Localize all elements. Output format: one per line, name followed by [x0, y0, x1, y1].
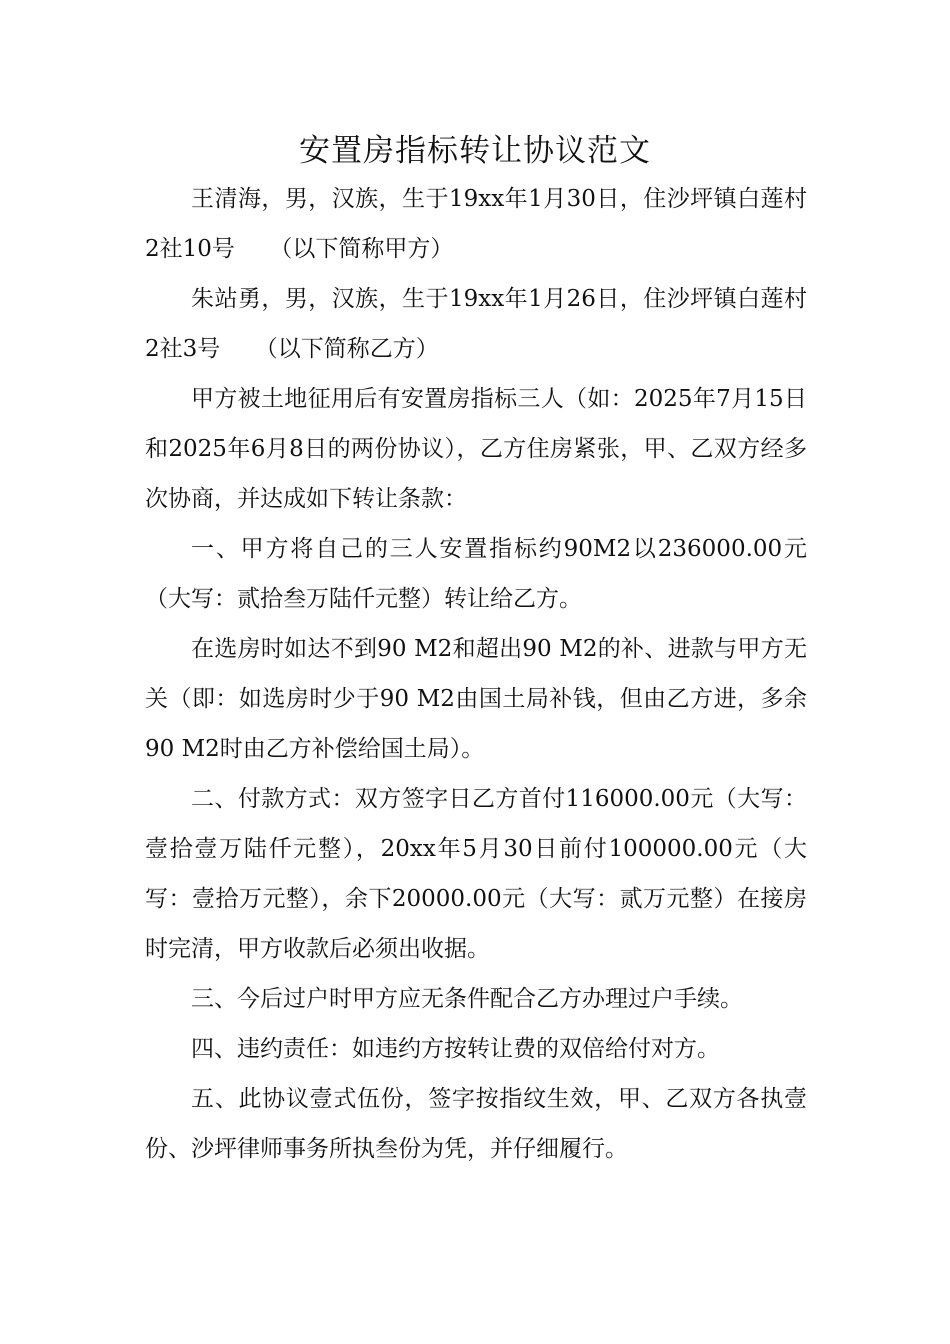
clause-3-paragraph: 三、今后过户时甲方应无条件配合乙方办理过户手续。: [191, 986, 743, 1012]
party-b-paragraph: 朱站勇，男，汉族，生于19xx年1月26日，住沙坪镇白莲村2社3号 （以下简称乙方）: [145, 286, 807, 362]
party-a-paragraph: 王清海，男，汉族，生于19xx年1月30日，住沙坪镇白莲村2社10号 （以下简称甲方）: [145, 186, 807, 262]
clause-5-paragraph: 五、此协议壹式伍份，签字按指纹生效，甲、乙双方各执壹份、沙坪律师事务所执叁份为凭，并仔细履行。: [145, 1086, 807, 1162]
clause-2-paragraph: 二、付款方式：双方签字日乙方首付116000.00元（大写：壹拾壹万陆仟元整），20xx年5月30日前付100000.00元（大写：壹拾万元整），余下20000.00元（大写：贰万元整）在接房时完清，甲方收款后必须出收据。: [145, 786, 807, 962]
clause-1-note-paragraph: 在选房时如达不到90 M2和超出90 M2的补、进款与甲方无关（即：如选房时少于90 M2由国土局补钱，但由乙方进，多余90 M2时由乙方补偿给国土局）。: [145, 636, 807, 762]
document-title: 安置房指标转让协议范文: [299, 133, 651, 169]
document-body: [145, 174, 807, 1174]
clause-1-paragraph: 一、甲方将自己的三人安置指标约90M2以236000.00元（大写：贰拾叁万陆仟元整）转让给乙方。: [145, 536, 807, 612]
clause-4-paragraph: 四、违约责任：如违约方按转让费的双倍给付对方。: [191, 1036, 720, 1062]
background-paragraph: 甲方被土地征用后有安置房指标三人（如：2025年7月15日和2025年6月8日的两份协议），乙方住房紧张，甲、乙双方经多次协商，并达成如下转让条款：: [145, 386, 807, 512]
